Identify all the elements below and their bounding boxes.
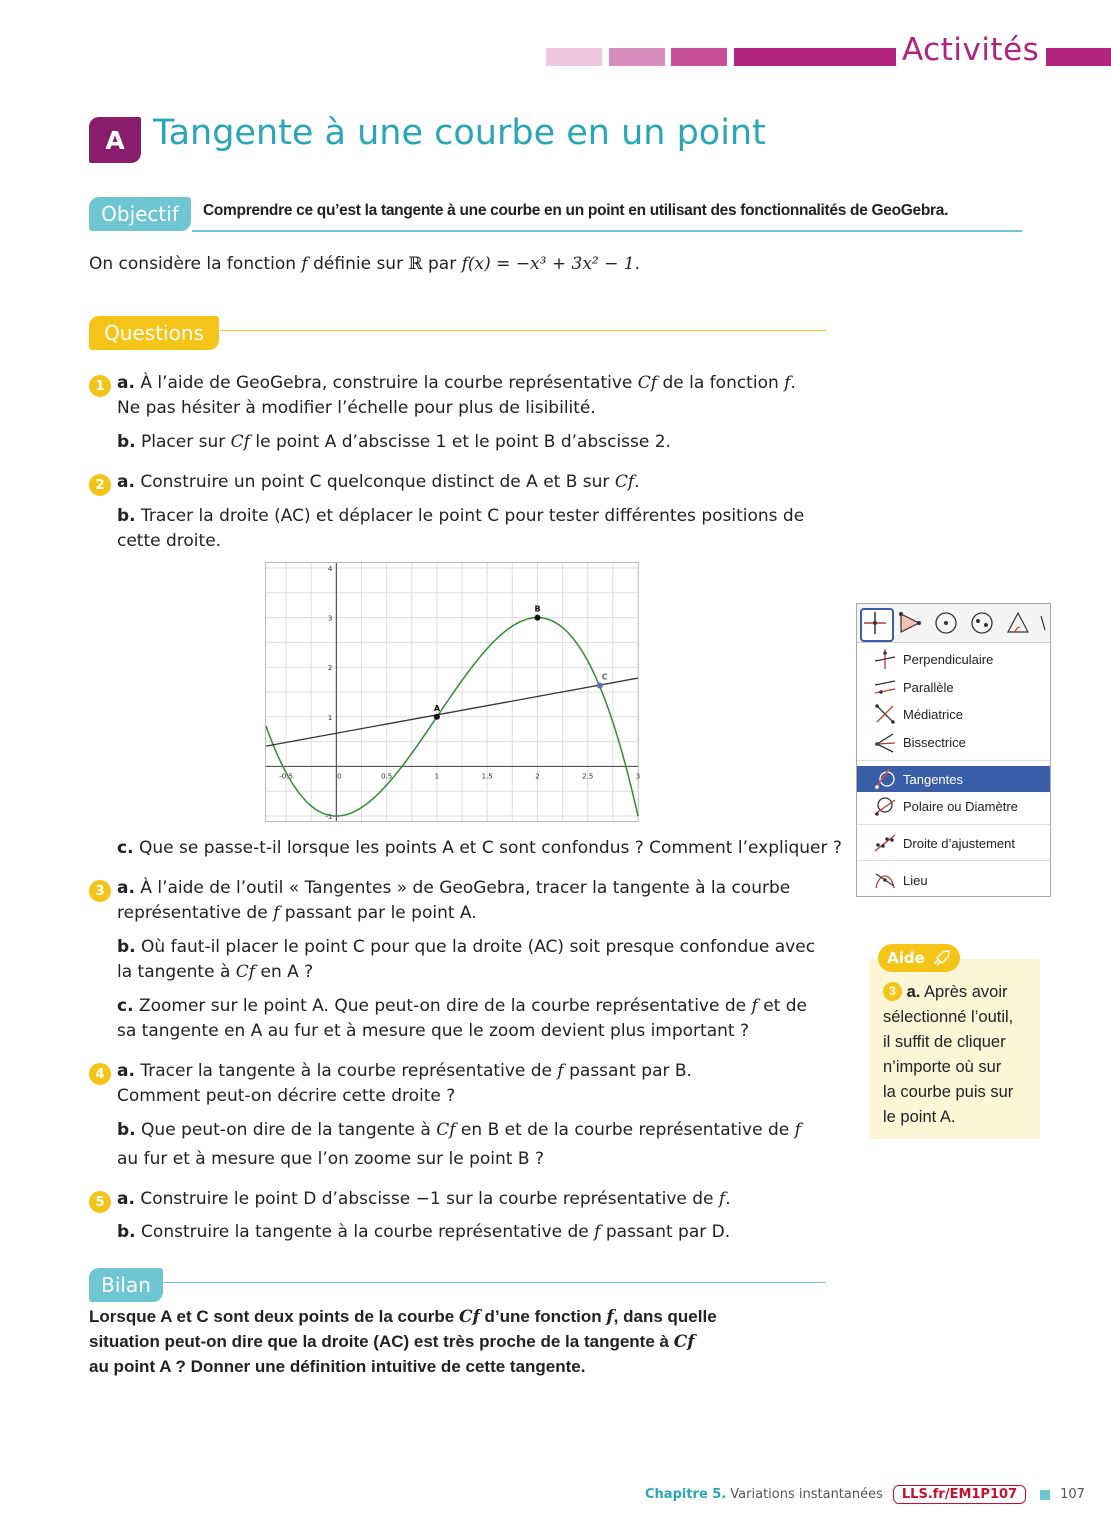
- footer-chapter-title: Variations instantanées: [730, 1487, 883, 1502]
- menu-item-droite-ajustement[interactable]: Droite d’ajustement: [857, 830, 1050, 856]
- point-C: [597, 683, 603, 689]
- question-1b: b. Placer sur Cf le point A d’abscisse 1 et le point B d’abscisse 2.: [117, 432, 671, 452]
- circle-tool-icon[interactable]: [931, 608, 961, 638]
- point-label-C: C: [601, 672, 608, 682]
- question-4a-line-1: a. Tracer la tangente à la courbe représentative de f passant par B.: [117, 1061, 692, 1081]
- question-2a: a. Construire un point C quelconque distinct de A et B sur Cf.: [117, 472, 640, 492]
- question-5-number: 5: [89, 1191, 111, 1213]
- summary-line-3: au point A ? Donner une définition intuitive de cette tangente.: [89, 1357, 586, 1376]
- question-2c: c. Que se passe-t-il lorsque les points A et C sont confondus ? Comment l’expliquer ?: [117, 838, 842, 858]
- question-2-number: 2: [89, 474, 111, 496]
- footer-link[interactable]: LLS.fr/EM1P107: [893, 1485, 1026, 1504]
- question-5b: b. Construire la tangente à la courbe représentative de f passant par D.: [117, 1222, 731, 1242]
- angle-tool-icon[interactable]: [1003, 608, 1033, 638]
- menu-item-mediatrice[interactable]: Médiatrice: [857, 701, 1050, 727]
- function-graph: [265, 562, 639, 822]
- objective-text: Comprendre ce qu’est la tangente à une courbe en un point en utilisant des fonctionnalités de GeoGebra.: [203, 202, 949, 219]
- y-tick-label: 1: [327, 713, 333, 722]
- menu-item-perpendiculaire[interactable]: Perpendiculaire: [857, 646, 1050, 672]
- objective-tag: Objectif: [89, 197, 191, 231]
- question-3c-line-1: c. Zoomer sur le point A. Que peut-on dire de la courbe représentative de f et de: [117, 996, 807, 1016]
- question-2b-line-2: cette droite.: [117, 531, 222, 551]
- objective-underline: [192, 230, 1022, 232]
- help-text: 3 a. Après avoir sélectionné l’outil, il suffit de cliquer n’importe où sur la courbe puis sur le point A.: [883, 983, 1014, 1126]
- angle-bisector-icon: [873, 730, 897, 754]
- menu-item-parallele[interactable]: Parallèle: [857, 674, 1050, 700]
- question-1-number: 1: [89, 375, 111, 397]
- geogebra-tool-menu: [856, 603, 1051, 897]
- header-bar-1: [546, 48, 602, 66]
- point-A: [434, 714, 440, 720]
- locus-icon: [873, 868, 897, 892]
- y-tick-label: 2: [327, 664, 333, 673]
- question-4b-line-1: b. Que peut-on dire de la tangente à Cf en B et de la courbe représentative de f: [117, 1120, 801, 1140]
- x-tick-label: 0: [337, 772, 342, 781]
- summary-underline: [164, 1282, 826, 1283]
- function-formula: f(x) = −x³ + 3x² − 1: [461, 254, 635, 274]
- questions-tag: Questions: [89, 316, 219, 350]
- point-label-B: B: [534, 604, 541, 614]
- intro-sentence: On considère la fonction f définie sur ℝ par f(x) = −x³ + 3x² − 1.: [89, 254, 641, 274]
- question-5a: a. Construire le point D d’abscisse −1 sur la courbe représentative de f.: [117, 1189, 731, 1209]
- menu-item-bissectrice[interactable]: Bissectrice: [857, 729, 1050, 755]
- section-header-label: Activités: [902, 32, 1040, 68]
- geogebra-toolbar: [857, 604, 1050, 643]
- question-3b-line-2: la tangente à Cf en A ?: [117, 962, 314, 982]
- footer-square-icon: [1040, 1490, 1050, 1500]
- question-4b-line-2: au fur et à mesure que l’on zoome sur le point B ?: [117, 1149, 544, 1169]
- summary-tag: Bilan: [89, 1268, 163, 1302]
- question-1a-line-2: Ne pas hésiter à modifier l’échelle pour plus de lisibilité.: [117, 398, 596, 418]
- x-tick-label: -0.5: [279, 772, 293, 781]
- question-3a-line-2: représentative de f passant par le point A.: [117, 903, 477, 923]
- header-bar-4: [734, 48, 896, 66]
- help-tag: Aide: [878, 944, 960, 972]
- x-tick-label: 1.5: [481, 772, 493, 781]
- summary-line-2: situation peut-on dire que la droite (AC) est très proche de la tangente à Cf: [89, 1332, 695, 1352]
- menu-item-polaire[interactable]: Polaire ou Diamètre: [857, 793, 1050, 819]
- menu-separator: [857, 860, 1050, 861]
- menu-separator: [857, 760, 1050, 761]
- x-tick-label: 1: [434, 772, 440, 781]
- summary-line-1: Lorsque A et C sont deux points de la courbe Cf d’une fonction f, dans quelle: [89, 1307, 717, 1327]
- x-tick-label: 3: [635, 772, 641, 781]
- x-tick-label: 0.5: [381, 772, 393, 781]
- menu-item-lieu[interactable]: Lieu: [857, 867, 1050, 893]
- help-question-number: 3: [883, 982, 902, 1001]
- perpendicular-tool-icon[interactable]: [860, 608, 894, 642]
- parallel-icon: [873, 675, 897, 699]
- question-1a-line-1: a. À l’aide de GeoGebra, construire la courbe représentative Cf de la fonction f.: [117, 373, 796, 393]
- point-label-A: A: [433, 703, 441, 713]
- x-tick-label: 2.5: [582, 772, 594, 781]
- question-3b-line-1: b. Où faut-il placer le point C pour que la droite (AC) soit presque confondue avec: [117, 937, 816, 957]
- questions-underline: [220, 330, 826, 331]
- menu-item-tangentes[interactable]: Tangentes: [857, 766, 1050, 792]
- question-3-number: 3: [89, 880, 111, 902]
- x-tick-label: 2: [535, 772, 540, 781]
- menu-separator: [857, 824, 1050, 825]
- header-bar-2: [609, 48, 665, 66]
- perpendicular-bisector-icon: [873, 702, 897, 726]
- page-title: Tangente à une courbe en un point: [153, 113, 766, 153]
- page-number: 107: [1060, 1487, 1085, 1502]
- header-bar-3: [671, 48, 727, 66]
- point-B: [534, 615, 540, 621]
- footer-chapter: Chapitre 5.: [645, 1487, 727, 1502]
- page-footer: [645, 1485, 1085, 1504]
- y-tick-label: 3: [327, 614, 333, 623]
- question-4a-line-2: Comment peut-on décrire cette droite ?: [117, 1086, 456, 1106]
- polar-icon: [873, 794, 897, 818]
- secant-line-AC: [266, 678, 638, 746]
- section-badge: A: [89, 117, 141, 163]
- tangent-icon: [873, 767, 897, 791]
- question-3a-line-1: a. À l’aide de l’outil « Tangentes » de GeoGebra, tracer la tangente à la courbe: [117, 878, 791, 898]
- more-tools-icon[interactable]: [1037, 608, 1049, 638]
- y-tick-label: 4: [327, 564, 333, 573]
- perpendicular-icon: [873, 647, 897, 671]
- question-2b-line-1: b. Tracer la droite (AC) et déplacer le point C pour tester différentes positions de: [117, 506, 805, 526]
- rocket-icon: [931, 949, 951, 967]
- y-tick-label: -1: [325, 813, 333, 822]
- polygon-tool-icon[interactable]: [895, 608, 925, 638]
- header-bar-5: [1046, 48, 1111, 66]
- question-4-number: 4: [89, 1063, 111, 1085]
- question-3c-line-2: sa tangente en A au fur et à mesure que le zoom devient plus important ?: [117, 1021, 749, 1041]
- ellipse-tool-icon[interactable]: [967, 608, 997, 638]
- best-fit-line-icon: [873, 831, 897, 855]
